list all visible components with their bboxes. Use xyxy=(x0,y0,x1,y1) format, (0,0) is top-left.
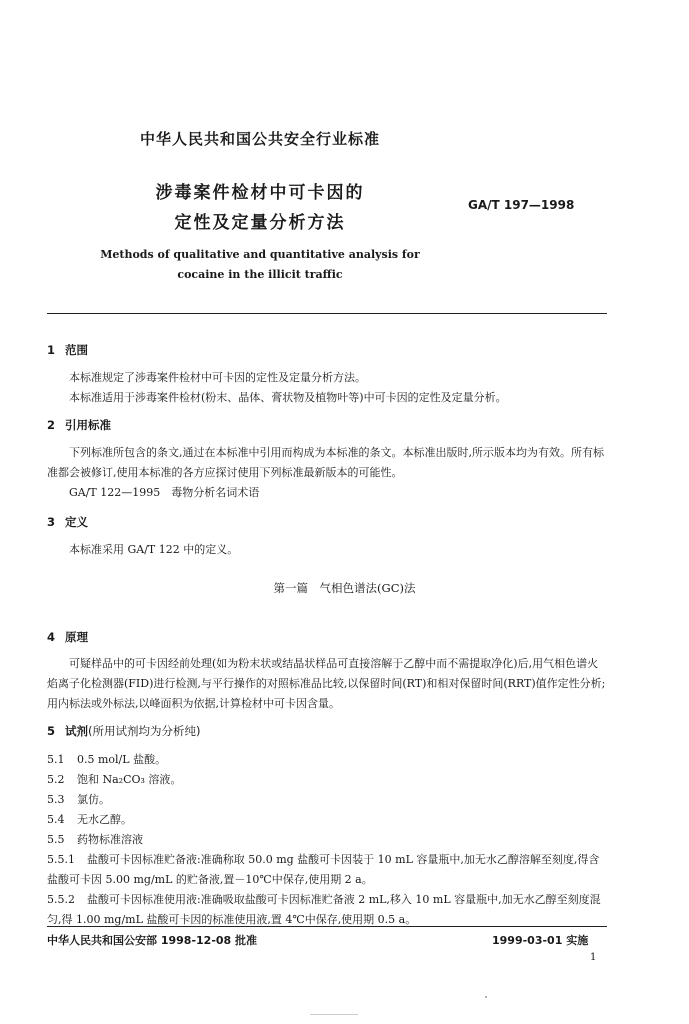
approval-line: 中华人民共和国公安部 1998-12-08 批准 xyxy=(47,934,258,947)
section-title: 原理 xyxy=(65,630,88,644)
section-title: 定义 xyxy=(65,515,88,529)
section-title: 试剂 xyxy=(65,724,88,738)
org-title: 中华人民共和国公共安全行业标准 xyxy=(139,130,380,148)
section-number: 3 xyxy=(47,515,56,529)
section-1-paragraph-2: 本标准适用于涉毒案件检材(粉末、晶体、膏状物及植物叶等)中可卡因的定性及定量分析。 xyxy=(69,391,507,404)
english-title-line1: Methods of qualitative and quantitative analysis for xyxy=(100,248,420,261)
section-title: 引用标准 xyxy=(65,418,111,432)
item-text: 饱和 Na₂CO₃ 溶液。 xyxy=(77,773,182,786)
implementation-date: 1999-03-01 实施 xyxy=(492,934,589,947)
section-2-reference: GA/T 122—1995 毒物分析名词术语 xyxy=(69,486,260,499)
page-number: 1 xyxy=(590,952,597,963)
section-note: (所用试剂均为分析纯) xyxy=(88,724,201,738)
header-divider xyxy=(47,313,607,314)
item-text: 药物标准溶液 xyxy=(77,833,143,846)
footer-divider xyxy=(47,926,607,927)
item-number: 5.3 xyxy=(47,793,65,806)
section-number: 4 xyxy=(47,630,56,644)
section-4-paragraph-1: 可疑样品中的可卡因经前处理(如为粉末状或结晶状样品可直接溶解于乙醇中而不需提取净化)后,用气相色谱火焰离子化检测器(FID)进行检测,与平行操作的对照标准品比较,以保留时间(RT)和相对保留时间(RRT)值作定性分析;用内标法或外标法,以峰面积为依据,计算检材中可卡因含量。 xyxy=(47,657,606,710)
list-item xyxy=(47,850,609,890)
doc-title-line2: 定性及定量分析方法 xyxy=(174,213,346,233)
section-1-paragraph-1: 本标准规定了涉毒案件检材中可卡因的定性及定量分析方法。 xyxy=(69,371,366,384)
part-title: 第一篇 气相色谱法(GC)法 xyxy=(273,581,416,595)
list-item xyxy=(47,810,609,830)
standard-code: GA/T 197—1998 xyxy=(468,198,575,212)
section-4-heading xyxy=(47,629,88,645)
section-5-heading xyxy=(47,723,200,739)
list-item xyxy=(47,750,609,770)
section-title: 范围 xyxy=(65,343,88,357)
section-1-heading xyxy=(47,342,88,358)
item-number: 5.5.2 xyxy=(47,893,75,906)
item-text: 0.5 mol/L 盐酸。 xyxy=(77,753,167,766)
section-number: 1 xyxy=(47,343,56,357)
scan-artifact xyxy=(310,1014,358,1019)
item-number: 5.1 xyxy=(47,753,65,766)
section-3-paragraph-1: 本标准采用 GA/T 122 中的定义。 xyxy=(69,543,239,556)
section-3-heading xyxy=(47,514,88,530)
english-title-line2: cocaine in the illicit traffic xyxy=(177,268,343,281)
doc-title-line1: 涉毒案件检材中可卡因的 xyxy=(155,183,365,203)
list-item xyxy=(47,790,609,810)
section-2-paragraph-1: 下列标准所包含的条文,通过在本标准中引用而构成为本标准的条文。本标准出版时,所示版本均为有效。所有标准都会被修订,使用本标准的各方应探讨使用下列标准最新版本的可能性。 xyxy=(47,446,604,479)
item-number: 5.5.1 xyxy=(47,853,75,866)
item-number: 5.5 xyxy=(47,833,65,846)
list-item xyxy=(47,770,609,790)
list-item xyxy=(47,890,609,930)
item-number: 5.4 xyxy=(47,813,65,826)
list-item xyxy=(47,830,609,850)
section-2-heading xyxy=(47,417,111,433)
scan-speck xyxy=(485,996,487,998)
item-text: 盐酸可卡因标准使用液:准确吸取盐酸可卡因标准贮备液 2 mL,移入 10 mL 容量瓶中,加无水乙醇至刻度混匀,得 1.00 mg/mL 盐酸可卡因的标准使用液,置 4℃中保存,使用期 0.5 a。 xyxy=(47,893,601,926)
item-text: 无水乙醇。 xyxy=(77,813,132,826)
section-number: 2 xyxy=(47,418,56,432)
section-number: 5 xyxy=(47,724,56,738)
item-text: 盐酸可卡因标准贮备液:准确称取 50.0 mg 盐酸可卡因装于 10 mL 容量瓶中,加无水乙醇溶解至刻度,得含盐酸可卡因 5.00 mg/mL 的贮备液,置－10℃中保存,使用期 2 a。 xyxy=(47,853,600,886)
item-text: 氯仿。 xyxy=(77,793,110,806)
item-number: 5.2 xyxy=(47,773,65,786)
